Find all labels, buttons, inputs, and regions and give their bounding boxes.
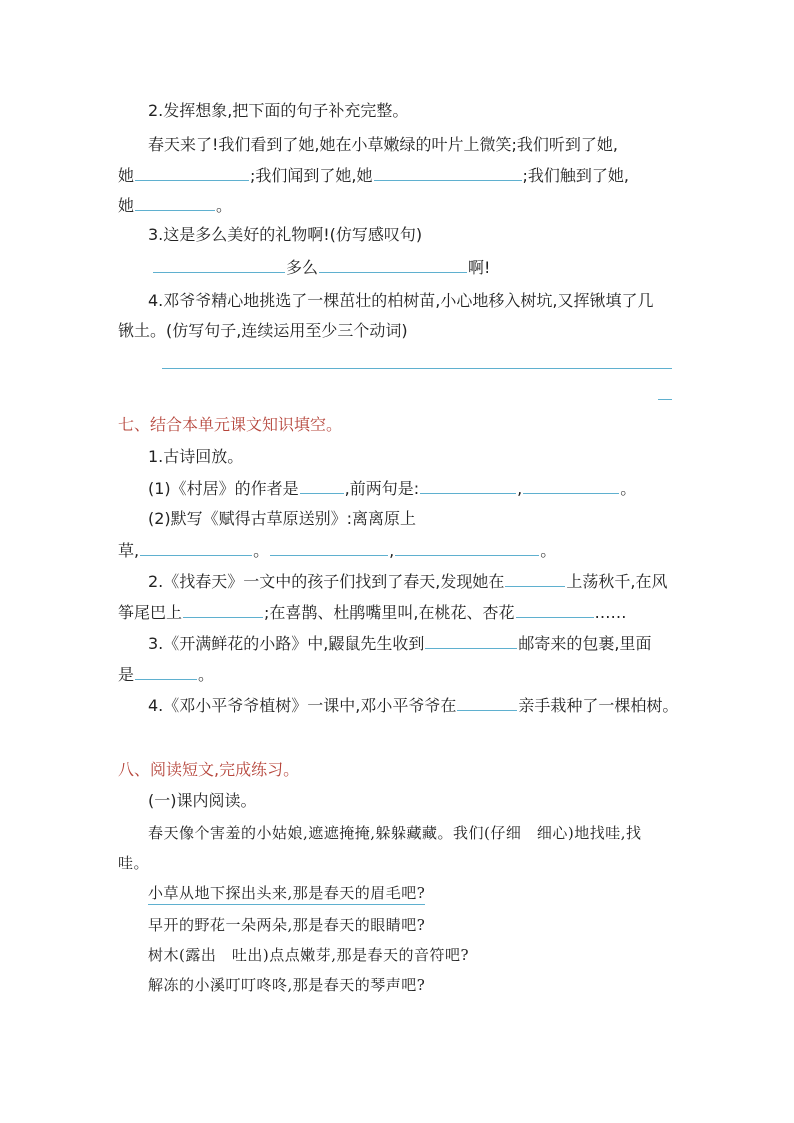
answer-blank[interactable] — [135, 663, 197, 680]
sec7-q3-line1 — [148, 632, 651, 655]
answer-blank[interactable] — [516, 601, 594, 618]
answer-blank[interactable] — [395, 539, 539, 556]
sec7-sub1: 1.古诗回放。 — [148, 447, 244, 466]
answer-line[interactable] — [162, 368, 672, 369]
section-8-heading: 八、阅读短文,完成练习。 — [118, 760, 300, 779]
q2-line2-c: ;我们触到了她, — [522, 166, 629, 185]
q2-line3-end: 。 — [216, 196, 233, 215]
q2-line2-a: 她 — [118, 166, 135, 185]
answer-blank[interactable] — [153, 256, 285, 273]
sec7-p1 — [148, 477, 636, 500]
q4-line2: 锹土。(仿写句子,连续运用至少三个动词) — [118, 321, 408, 340]
answer-blank[interactable] — [374, 164, 522, 181]
sec7-p1-end: 。 — [620, 479, 637, 498]
sec7-p2-c: , — [389, 541, 395, 560]
underlined-sentence: 小草从地下探出头来,那是春天的眉毛吧? — [148, 884, 425, 905]
sec7-p1-b: ,前两句是: — [344, 479, 420, 498]
sec7-q3-b: 邮寄来的包裹,里面 — [518, 634, 652, 653]
sec8-sub: (一)课内阅读。 — [148, 791, 257, 810]
answer-line-short[interactable] — [658, 399, 672, 400]
sec7-q2-d: ;在喜鹊、杜鹃嘴里叫,在桃花、杏花 — [264, 603, 515, 622]
answer-blank[interactable] — [457, 694, 517, 711]
sec7-q3-a: 3.《开满鲜花的小路》中,鼹鼠先生收到 — [148, 634, 425, 653]
sec8-line-a — [148, 882, 425, 904]
answer-blank[interactable] — [183, 601, 263, 618]
answer-blank[interactable] — [135, 164, 249, 181]
q3-mid: 多么 — [286, 258, 319, 277]
q3-title: 3.这是多么美好的礼物啊!(仿写感叹句) — [148, 225, 423, 244]
sec8-line-d: 解冻的小溪叮叮咚咚,那是春天的琴声吧? — [148, 976, 426, 994]
sec7-q3-line2 — [118, 663, 214, 686]
sec8-para1-b: 哇。 — [118, 854, 150, 872]
q3-line — [152, 256, 490, 279]
answer-blank[interactable] — [420, 477, 516, 494]
sec8-para1: 春天像个害羞的小姑娘,遮遮掩掩,躲躲藏藏。我们(仔细 细心)地找哇,找 — [148, 824, 642, 842]
sec7-q3-c: 是 — [118, 665, 135, 684]
q3-end: 啊! — [468, 258, 491, 277]
sec7-q2-e: …… — [594, 603, 627, 622]
q2-line2 — [118, 164, 629, 187]
sec7-p2-end: 。 — [540, 541, 557, 560]
sec7-q4-a: 4.《邓小平爷爷植树》一课中,邓小平爷爷在 — [148, 696, 457, 715]
answer-blank[interactable] — [523, 477, 619, 494]
sec7-p2-a: 草, — [118, 541, 140, 560]
sec7-q2-c: 筝尾巴上 — [118, 603, 183, 622]
sec7-q2-b: 上荡秋千,在风 — [566, 572, 668, 591]
sec7-p2: (2)默写《赋得古草原送别》:离离原上 — [148, 509, 417, 528]
answer-blank[interactable] — [425, 632, 517, 649]
answer-blank[interactable] — [319, 256, 467, 273]
sec8-line-b: 早开的野花一朵两朵,那是春天的眼睛吧? — [148, 916, 426, 934]
answer-blank[interactable] — [135, 194, 215, 211]
answer-blank[interactable] — [140, 539, 252, 556]
section-7-heading: 七、结合本单元课文知识填空。 — [118, 415, 343, 434]
sec7-q4 — [148, 694, 678, 717]
q2-line1: 春天来了!我们看到了她,她在小草嫩绿的叶片上微笑;我们听到了她, — [148, 135, 618, 154]
q2-title: 2.发挥想象,把下面的句子补充完整。 — [148, 101, 409, 120]
sec8-line-c: 树木(露出 吐出)点点嫩芽,那是春天的音符吧? — [148, 946, 470, 964]
sec7-p1-c: , — [517, 479, 523, 498]
sec7-q2-line2 — [118, 601, 627, 624]
sec7-p1-a: (1)《村居》的作者是 — [148, 479, 299, 498]
sec7-q2-a: 2.《找春天》一文中的孩子们找到了春天,发现她在 — [148, 572, 505, 591]
q4-line1: 4.邓爷爷精心地挑选了一棵茁壮的柏树苗,小心地移入树坑,又挥锹填了几 — [148, 291, 654, 310]
sec7-q2-line1 — [148, 570, 667, 593]
answer-blank[interactable] — [505, 570, 565, 587]
q2-line3 — [118, 194, 232, 217]
sec7-p2-b: 。 — [253, 541, 270, 560]
sec7-q4-b: 亲手栽种了一棵柏树。 — [518, 696, 679, 715]
sec7-p2-line2 — [118, 539, 556, 562]
q2-line2-b: ;我们闻到了她,她 — [250, 166, 373, 185]
answer-blank[interactable] — [270, 539, 388, 556]
sec7-q3-end: 。 — [198, 665, 215, 684]
q2-line3-a: 她 — [118, 196, 135, 215]
answer-blank[interactable] — [300, 477, 344, 494]
